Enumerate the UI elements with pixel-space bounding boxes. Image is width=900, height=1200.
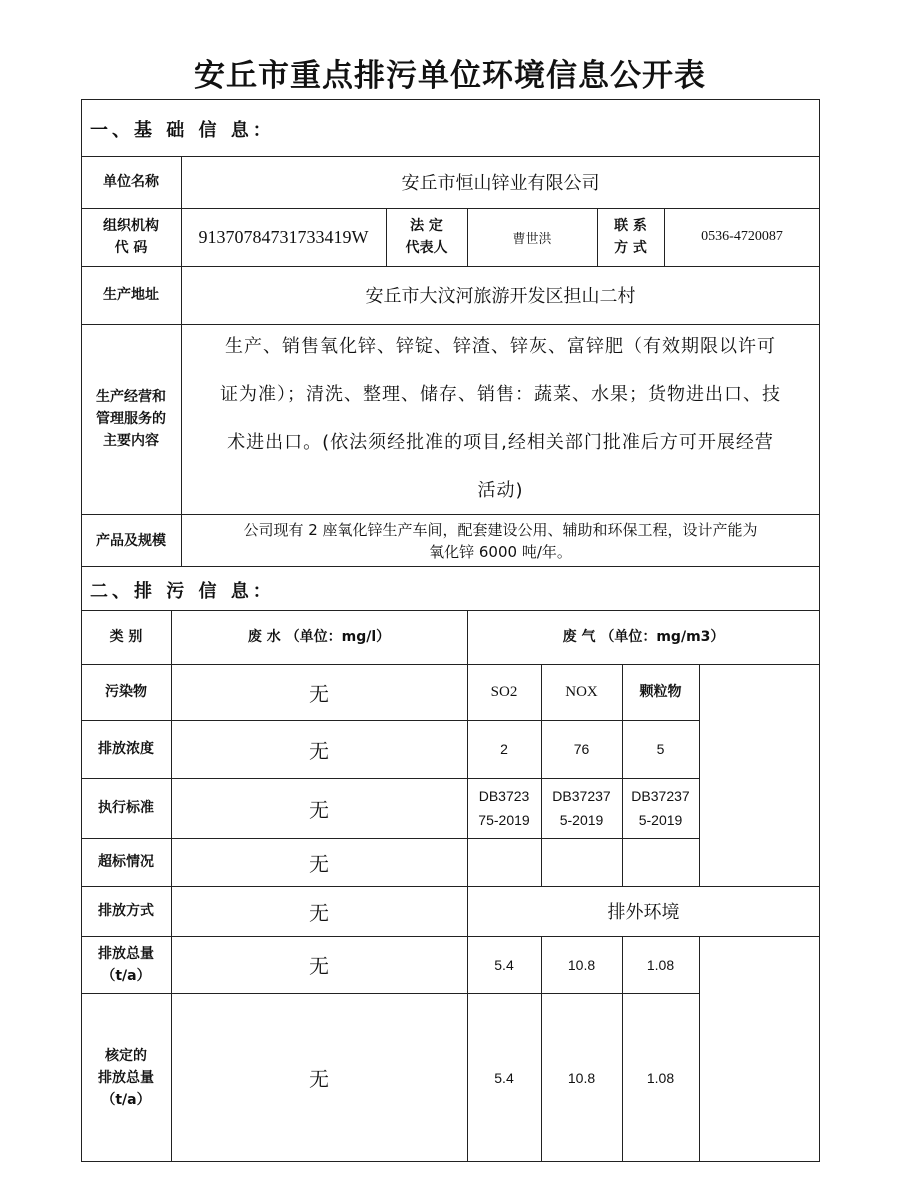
scope-label: 生产经营和 管理服务的 主要内容 — [96, 389, 166, 449]
water-discharge-method: 无 — [309, 900, 329, 925]
products-label: 产品及规模 — [96, 532, 166, 549]
org-code-value: 91370784731733419W — [198, 226, 369, 247]
water-header: 废 水 （单位：mg/l） — [247, 629, 391, 645]
unit-name-value: 安丘市恒山锌业有限公司 — [401, 173, 600, 194]
nox-concentration: 76 — [573, 741, 590, 757]
address-label: 生产地址 — [103, 287, 159, 303]
pm-total: 1.08 — [646, 956, 675, 973]
gas-pollutant-so2: SO2 — [490, 683, 518, 700]
water-exceedance: 无 — [309, 851, 329, 876]
contact-label: 联 系 方 式 — [614, 218, 647, 256]
pm-standard: DB37237 5-2019 — [631, 788, 690, 828]
water-standard: 无 — [309, 797, 329, 822]
total-label: 排放总量 （t/a） — [98, 945, 154, 984]
water-pollutant: 无 — [309, 681, 329, 706]
discharge-method-label: 排放方式 — [98, 903, 154, 919]
nox-standard: DB37237 5-2019 — [552, 788, 611, 828]
page-title: 安丘市重点排污单位环境信息公开表 — [194, 58, 706, 94]
scope-value: 生产、销售氧化锌、锌锭、锌渣、锌灰、富锌肥（有效期限以许可 证为准）；清洗、整理、储存、销售：蔬菜、水果；货物进出口、技 术进出口。(依法须经批准的项目,经相关部门批准后方可开展经营 活动) — [220, 336, 781, 501]
unit-name-label: 单位名称 — [103, 174, 159, 190]
gas-pollutant-pm: 颗粒物 — [639, 684, 682, 700]
pm-approved-total: 1.08 — [646, 1069, 675, 1086]
approved-total-label: 核定的 排放总量 （t/a） — [98, 1047, 154, 1108]
category-label: 类 别 — [109, 629, 143, 645]
products-value: 公司现有 2 座氧化锌生产车间，配套建设公用、辅助和环保工程，设计产能为 氧化锌 6000 吨/年。 — [243, 520, 758, 561]
contact-value: 0536-4720087 — [701, 229, 783, 244]
water-total: 无 — [309, 954, 329, 978]
pollutant-label: 污染物 — [105, 684, 147, 700]
water-concentration: 无 — [309, 738, 329, 763]
concentration-label: 排放浓度 — [98, 741, 154, 757]
legal-rep-value: 曹世洪 — [512, 231, 552, 247]
org-code-label: 组织机构 代 码 — [103, 218, 159, 256]
address-value: 安丘市大汶河旅游开发区担山二村 — [365, 286, 636, 307]
nox-approved-total: 10.8 — [567, 1069, 596, 1086]
emission-info-heading: 二、排 污 信 息： — [90, 581, 275, 602]
gas-pollutant-nox: NOX — [565, 683, 598, 700]
so2-concentration: 2 — [500, 741, 508, 757]
so2-approved-total: 5.4 — [494, 1069, 514, 1086]
so2-total: 5.4 — [494, 956, 514, 973]
legal-rep-label: 法 定 代表人 — [405, 218, 448, 256]
exceedance-label: 超标情况 — [98, 854, 154, 870]
gas-header: 废 气 （单位：mg/m3） — [562, 629, 725, 645]
so2-standard: DB3723 75-2019 — [478, 788, 530, 828]
standard-label: 执行标准 — [98, 800, 154, 816]
pm-concentration: 5 — [656, 741, 665, 757]
basic-info-heading: 一、基 础 信 息： — [90, 120, 275, 141]
nox-total: 10.8 — [567, 956, 596, 973]
water-approved-total: 无 — [309, 1067, 329, 1091]
gas-discharge-method: 排外环境 — [607, 902, 680, 923]
